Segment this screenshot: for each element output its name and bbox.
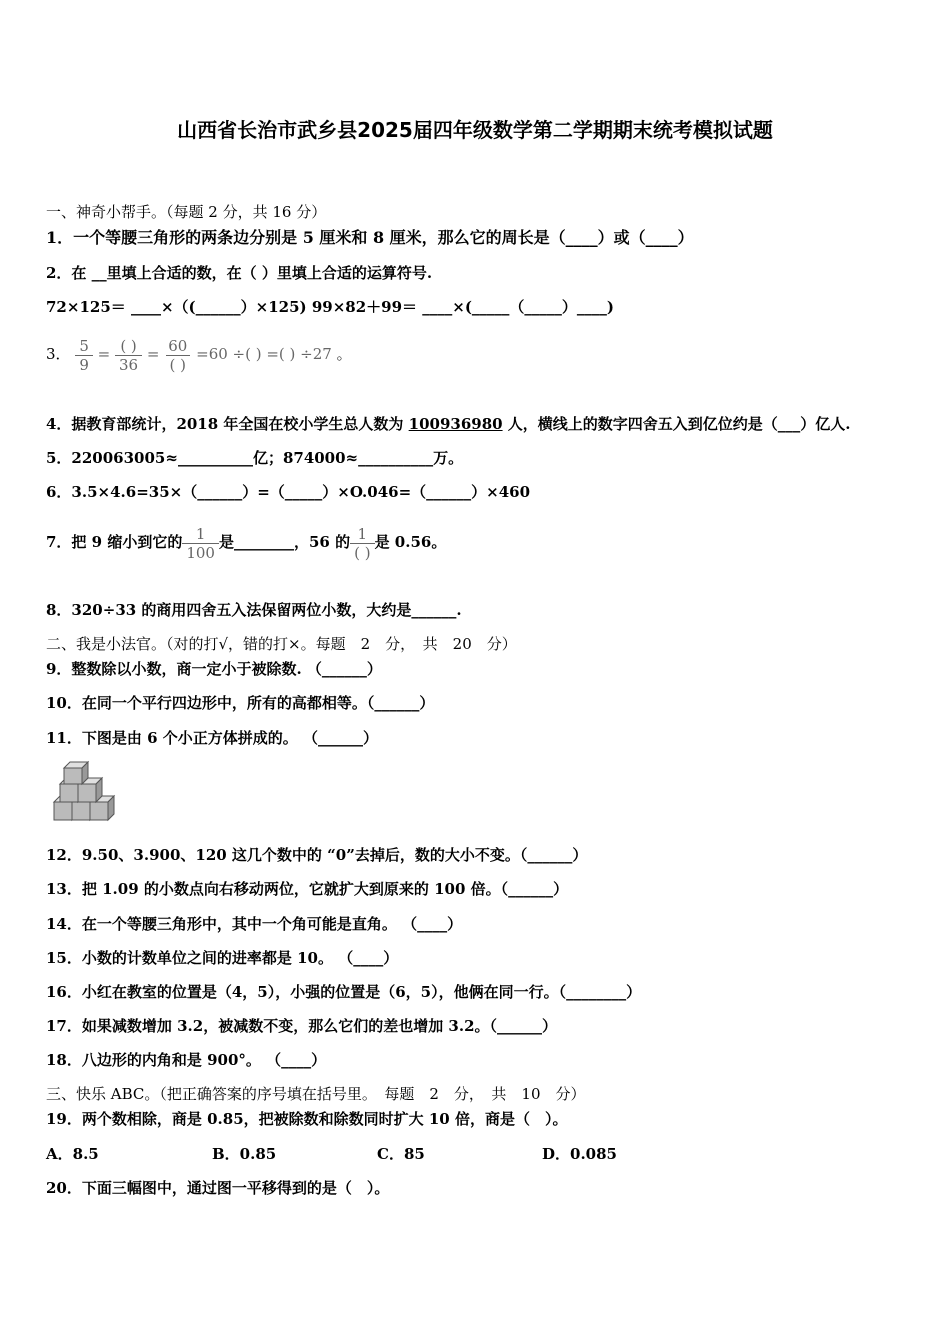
question-5: 5．220063005≈__________亿；874000≈__________万。 bbox=[46, 449, 464, 467]
question-6: 6．3.5×4.6=35×（______）=（_____）×O.046=（______）×460 bbox=[46, 483, 531, 501]
underlined-number: 100936980 bbox=[408, 415, 503, 433]
cubes-figure bbox=[50, 760, 120, 826]
fraction-1-blank: $\frac{1}{( )}$ bbox=[350, 525, 374, 562]
cube bbox=[64, 762, 88, 784]
question-18: 18．八边形的内角和是 900°。 （____） bbox=[46, 1051, 327, 1069]
page-title: 山西省长治市武乡县2025届四年级数学第二学期期末统考模拟试题 bbox=[177, 118, 773, 142]
question-8: 8．320÷33 的商用四舍五入法保留两位小数，大约是______. bbox=[46, 601, 462, 619]
section-1-heading: 一、神奇小帮手。（每题 2 分，共 16 分） bbox=[46, 203, 327, 221]
question-9: 9．整数除以小数，商一定小于被除数. （______） bbox=[46, 660, 382, 678]
fraction-60-blank: $\frac{60}{( )}$ bbox=[164, 337, 191, 374]
option-b[interactable]: B．0.85 bbox=[212, 1145, 277, 1163]
question-3: 3． $\frac{5}{9}$ = $\frac{( )}{36}$ = $\frac{60}{( )}$ =60 ÷( ) =( ) ÷27 。 bbox=[46, 336, 352, 374]
question-12: 12．9.50、3.900、120 这几个数中的 “0”去掉后，数的大小不变。（______） bbox=[46, 846, 588, 864]
question-13: 13．把 1.09 的小数点向右移动两位，它就扩大到原来的 100 倍。（______） bbox=[46, 880, 569, 898]
question-19: 19．两个数相除，商是 0.85，把被除数和除数同时扩大 10 倍，商是（ ）。 bbox=[46, 1110, 568, 1128]
section-3-heading: 三、快乐 ABC。（把正确答案的序号填在括号里。 每题 2 分， 共 10 分） bbox=[46, 1085, 586, 1103]
question-1: 1．一个等腰三角形的两条边分别是 5 厘米和 8 厘米，那么它的周长是（____）或（____） bbox=[46, 228, 694, 247]
question-4: 4．据教育部统计，2018 年全国在校小学生总人数为 100936980 人，横线上的数字四舍五入到亿位约是（___）亿人. bbox=[46, 415, 851, 433]
question-3-number: 3． bbox=[46, 345, 71, 363]
question-15: 15．小数的计数单位之间的进率都是 10。 （____） bbox=[46, 949, 399, 967]
question-20: 20．下面三幅图中，通过图一平移得到的是（ ）。 bbox=[46, 1179, 390, 1197]
option-a[interactable]: A．8.5 bbox=[46, 1145, 99, 1163]
question-17: 17．如果减数增加 3.2，被减数不变，那么它们的差也增加 3.2。（______） bbox=[46, 1017, 558, 1035]
fraction-blank-36: $\frac{( )}{36}$ bbox=[115, 337, 142, 374]
question-14: 14．在一个等腰三角形中，其中一个角可能是直角。 （____） bbox=[46, 915, 463, 933]
section-2-heading: 二、我是小法官。（对的打√，错的打×。每题 2 分， 共 20 分） bbox=[46, 635, 517, 653]
option-c[interactable]: C．85 bbox=[377, 1145, 425, 1163]
question-10: 10．在同一个平行四边形中，所有的高都相等。（______） bbox=[46, 694, 435, 712]
question-16: 16．小红在教室的位置是（4，5），小强的位置是（6，5），他俩在同一行。（________） bbox=[46, 983, 642, 1001]
question-2: 2．在 __里填上合适的数，在（ ）里填上合适的运算符号. bbox=[46, 264, 433, 282]
fraction-5-9: $\frac{5}{9}$ bbox=[75, 337, 93, 374]
question-7: 7．把 9 缩小到它的 $\frac{1}{100}$ 是________，56 的 $\frac{1}{( )}$ 是 0.56。 bbox=[46, 524, 447, 562]
fraction-1-100: $\frac{1}{100}$ bbox=[182, 525, 219, 562]
option-d[interactable]: D．0.085 bbox=[542, 1145, 617, 1163]
question-2-equations: 72×125＝ ____×（(______）×125) 99×82＋99＝ ____×(_____（_____）____) bbox=[46, 298, 615, 316]
question-3-expression: =60 ÷( ) =( ) ÷27 bbox=[196, 345, 332, 363]
question-11: 11．下图是由 6 个小正方体拼成的。 （______） bbox=[46, 729, 378, 747]
